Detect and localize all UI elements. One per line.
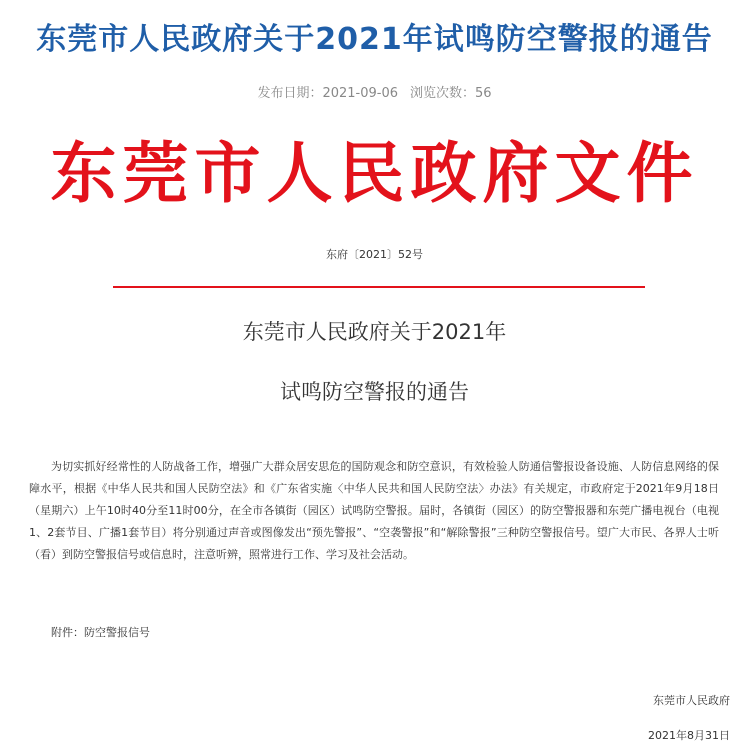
- publish-date: 发布日期：2021-09-06: [257, 86, 398, 101]
- document-header: 东莞市人民政府文件: [50, 134, 699, 212]
- attachment-note: 附件：防空警报信号: [51, 626, 150, 639]
- document-number: 东府〔2021〕52号: [326, 248, 423, 261]
- notice-title-line1: 东莞市人民政府关于2021年: [242, 320, 507, 344]
- issuer-signature: 东莞市人民政府: [653, 694, 730, 707]
- notice-title-line2: 试鸣防空警报的通告: [280, 380, 469, 404]
- view-count: 浏览次数：56: [410, 86, 492, 101]
- page-title: 东莞市人民政府关于2021年试鸣防空警报的通告: [36, 22, 713, 57]
- article-meta: [0, 82, 749, 101]
- notice-body: 为切实抓好经常性的人防战备工作，增强广大群众居安思危的国防观念和防空意识，有效检验人防通信警报设备设施、人防信息网络的保障水平，根据《中华人民共和国人民防空法》和《广东省实施〈中华人民共和国人民防空法〉办法》有关规定，市政府定于2021年9月18日（星期六）上午10时40分至11时00分，在全市各镇街（园区）试鸣防空警报。届时，各镇街（园区）的防空警报器和东莞广播电视台（电视1、2套节目、广播1套节目）将分别通过声音或图像发出“预先警报”、“空袭警报”和“解除警报”三种防空警报信号。望广大市民、各界人士听（看）到防空警报信号或信息时，注意听辨，照常进行工作、学习及社会活动。: [29, 460, 719, 561]
- issue-date: 2021年8月31日: [648, 729, 730, 742]
- red-divider: [113, 286, 645, 288]
